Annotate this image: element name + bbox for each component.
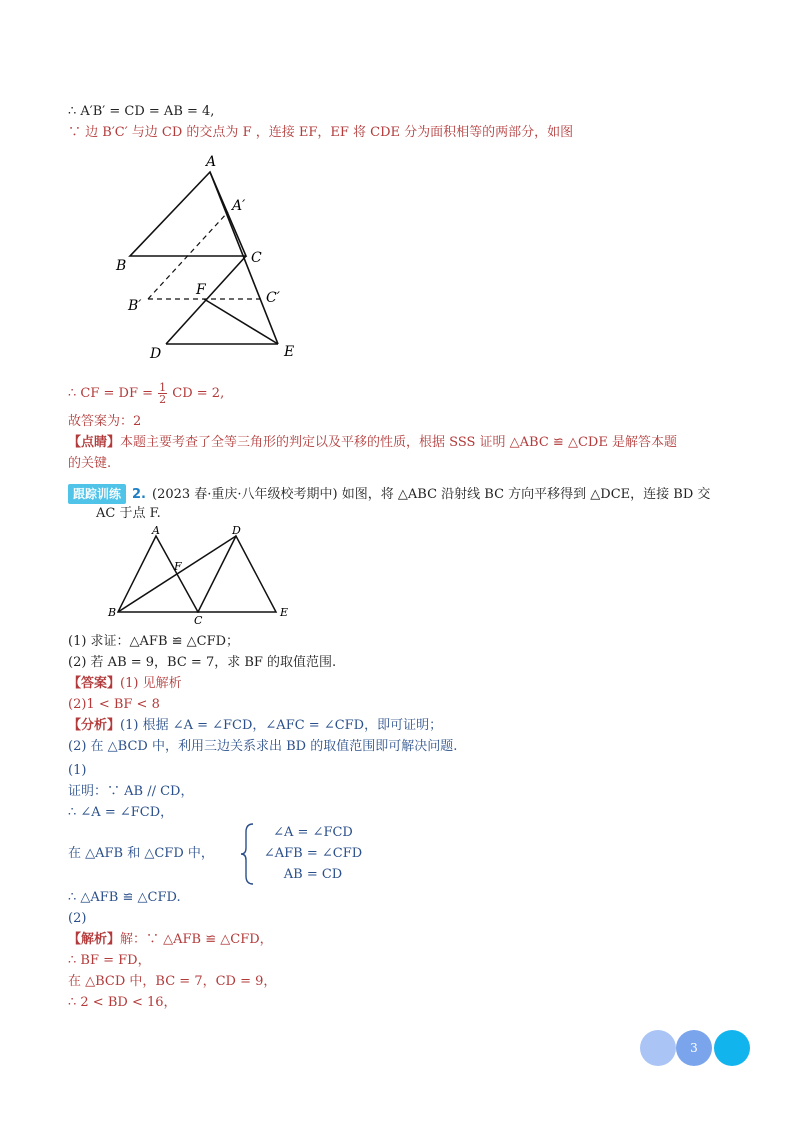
question-2: (2) 若 AB = 9，BC = 7，求 BF 的取值范围. bbox=[68, 655, 337, 670]
dianjing-text-1: 本题主要考查了全等三角形的判定以及平移的性质，根据 SSS 证明 △ABC ≌ △CDE 是解答本题 bbox=[120, 435, 677, 450]
figure-1-translation bbox=[108, 152, 308, 364]
line-dianjing-1 bbox=[68, 434, 677, 452]
label-c: C bbox=[251, 250, 262, 266]
line-equal-segments: ∴ A′B′ = CD = AB = 4, bbox=[68, 104, 215, 119]
proof-part-2-label: (2) bbox=[68, 911, 87, 926]
page-number: 3 bbox=[690, 1041, 698, 1055]
proof-part-1-label: (1) bbox=[68, 763, 87, 778]
fraction-numerator: 1 bbox=[159, 381, 167, 394]
problem-2-statement-1 bbox=[68, 484, 710, 504]
solution-line-4: ∴ 2 < BD < 16， bbox=[68, 995, 177, 1010]
solution-tag: 【解析】 bbox=[68, 932, 121, 947]
condition-angle-afb: ∠AFB = ∠CFD bbox=[263, 846, 363, 861]
page-number-badge bbox=[636, 1028, 756, 1068]
cf-prefix: ∴ CF = DF = bbox=[68, 386, 153, 401]
practice-badge: 跟踪训练 bbox=[68, 484, 126, 504]
solution-1: 解：∵ △AFB ≌ △CFD， bbox=[120, 932, 273, 947]
analysis-line-1 bbox=[68, 717, 442, 735]
brace-conditions bbox=[258, 822, 368, 885]
proof-conclusion: ∴ △AFB ≌ △CFD. bbox=[68, 890, 181, 905]
proof-line-1: 证明：∵ AB // CD， bbox=[68, 784, 194, 799]
line-final-answer: 故答案为：2 bbox=[68, 414, 142, 429]
solution-line-3: 在 △BCD 中，BC = 7，CD = 9， bbox=[68, 974, 277, 989]
label-f2: F bbox=[174, 560, 182, 573]
line-dianjing-2: 的关键. bbox=[68, 456, 112, 471]
label-d: D bbox=[150, 346, 162, 362]
proof-line-3-prefix: 在 △AFB 和 △CFD 中， bbox=[68, 846, 214, 861]
condition-angle-a: ∠A = ∠FCD bbox=[273, 825, 353, 840]
problem-text-1: (2023 春·重庆·八年级校考期中) 如图，将 △ABC 沿射线 BC 方向平移得到 △DCE，连接 BD 交 bbox=[152, 487, 711, 502]
label-c-prime: C′ bbox=[266, 290, 280, 306]
fraction-denominator: 2 bbox=[159, 393, 167, 406]
label-e: E bbox=[284, 344, 295, 360]
answer-line-2: (2)1 < BF < 8 bbox=[68, 697, 160, 712]
line-cf-df bbox=[68, 380, 224, 408]
analysis-tag: 【分析】 bbox=[68, 718, 121, 733]
label-c2: C bbox=[194, 614, 203, 627]
proof-line-2: ∴ ∠A = ∠FCD， bbox=[68, 805, 174, 820]
problem-2-statement-2: AC 于点 F. bbox=[96, 506, 161, 521]
label-a2: A bbox=[152, 524, 160, 537]
label-b2: B bbox=[108, 606, 117, 619]
answer-tag: 【答案】 bbox=[68, 676, 121, 691]
solution-line-2: ∴ BF = FD， bbox=[68, 953, 151, 968]
question-1: (1) 求证：△AFB ≌ △CFD； bbox=[68, 634, 240, 649]
solution-line-1 bbox=[68, 931, 273, 949]
cf-suffix: CD = 2, bbox=[172, 386, 225, 401]
label-b-prime: B′ bbox=[128, 298, 142, 314]
answer-line-1 bbox=[68, 675, 182, 693]
answer-1: (1) 见解析 bbox=[120, 676, 182, 691]
brace-icon bbox=[240, 822, 256, 886]
condition-side-ab: AB = CD bbox=[283, 867, 343, 882]
label-a-prime: A′ bbox=[232, 198, 246, 214]
line-intersection-f: ∵ 边 B′C′ 与边 CD 的交点为 F ，连接 EF，EF 将 CDE 分为面积相等的两部分，如图 bbox=[68, 125, 574, 140]
analysis-line-2: (2) 在 △BCD 中，利用三边关系求出 BD 的取值范围即可解决问题. bbox=[68, 739, 458, 754]
dianjing-tag: 【点睛】 bbox=[68, 435, 121, 450]
figure-2-translation bbox=[104, 524, 300, 628]
problem-number: 2. bbox=[132, 487, 146, 502]
label-d2: D bbox=[232, 524, 241, 537]
label-b: B bbox=[116, 258, 127, 274]
label-f: F bbox=[196, 282, 206, 298]
label-e2: E bbox=[280, 606, 289, 619]
analysis-1: (1) 根据 ∠A = ∠FCD，∠AFC = ∠CFD，即可证明； bbox=[120, 718, 443, 733]
label-a: A bbox=[206, 154, 217, 170]
fraction-one-half bbox=[158, 382, 167, 405]
